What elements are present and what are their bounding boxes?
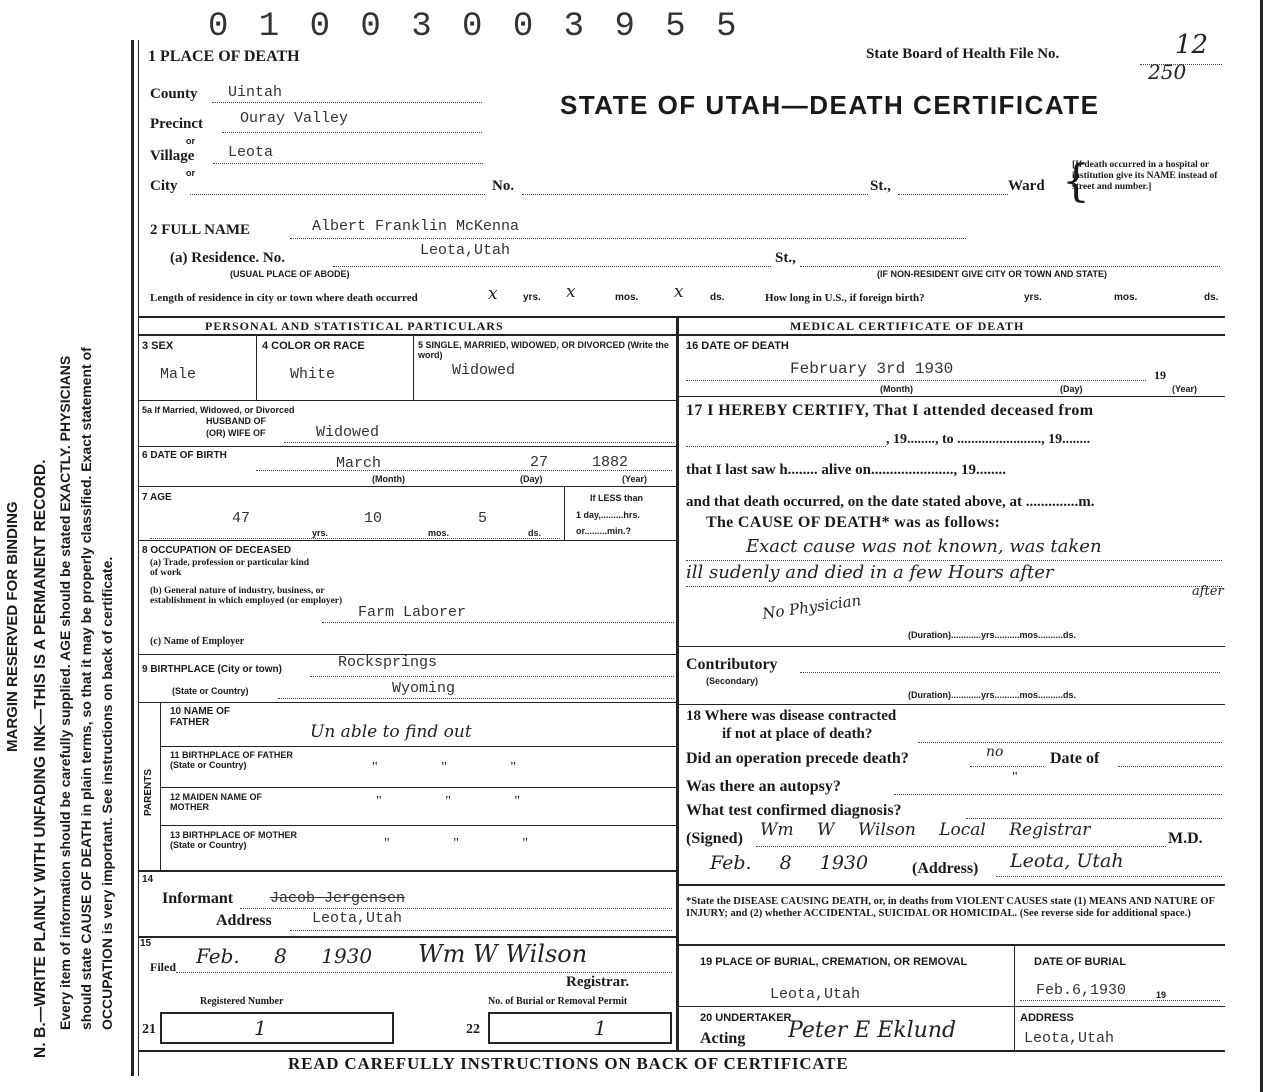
residence-street-label: St., <box>775 250 796 266</box>
registered-number-value: 1 <box>254 1016 267 1040</box>
spouse-label-3: (OR) WIFE OF <box>206 428 266 438</box>
length-ds-value: x <box>674 282 684 302</box>
undertaker-address-value: Leota,Utah <box>1024 1030 1115 1047</box>
occupation-label: 8 OCCUPATION OF DECEASED <box>142 545 292 556</box>
frame-left-border <box>131 40 134 1076</box>
operation-label: Did an operation precede death? <box>686 750 909 767</box>
test-label: What test confirmed diagnosis? <box>686 802 902 819</box>
us-ds-label: ds. <box>1204 292 1219 303</box>
age-mos-label: mos. <box>428 528 450 538</box>
signed-value: Wm W Wilson Local Registrar <box>760 820 1091 840</box>
residence-value: Leota,Utah <box>420 242 511 259</box>
personal-heading-rule <box>139 334 676 336</box>
mother-birthplace-label: 13 BIRTHPLACE OF MOTHER (State or Country) <box>170 830 298 850</box>
date-of-label: Date of <box>1050 750 1100 767</box>
date-of-death-label: 16 DATE OF DEATH <box>686 340 789 352</box>
death-month-caption: (Month) <box>880 384 913 394</box>
usual-abode-caption: (USUAL PLACE OF ABODE) <box>230 269 350 279</box>
street-label: St., <box>870 178 891 194</box>
age-yrs-value: 47 <box>232 510 251 527</box>
address-line <box>996 876 1222 877</box>
sex-col-divider <box>256 335 257 401</box>
nonresident-caption: (IF NON-RESIDENT GIVE CITY OR TOWN AND STATE) <box>877 269 1108 279</box>
or-min-label: or.........min.? <box>576 526 632 536</box>
row3-bottom <box>139 400 676 401</box>
margin-binding-text: MARGIN RESERVED FOR BINDING <box>4 501 21 752</box>
village-line <box>213 163 483 164</box>
street-number-line <box>522 194 868 195</box>
dob-month-value: March <box>336 455 382 472</box>
precinct-label: Precinct <box>150 116 204 132</box>
how-long-us-label: How long in U.S., if foreign birth? <box>765 292 925 304</box>
village-value: Leota <box>228 144 274 161</box>
date-of-death-line <box>686 380 1146 381</box>
registered-number-label: Registered Number <box>200 996 284 1007</box>
file-number-value: 12 <box>1175 30 1209 60</box>
certificate-title: STATE OF UTAH—DEATH CERTIFICATE <box>560 90 1100 120</box>
column-divider <box>676 316 679 1052</box>
age-ds-label: ds. <box>528 528 542 538</box>
birthplace-label: 9 BIRTHPLACE (City or town) <box>142 664 282 675</box>
cause-value-2: ill sudenly and died in a few Hours after <box>686 562 1054 583</box>
undertaker-label: 20 UNDERTAKER <box>700 1012 792 1024</box>
age-yrs-label: yrs. <box>312 528 329 538</box>
mother-ditto: " " " <box>376 794 521 809</box>
county-value: Uintah <box>228 84 283 101</box>
cause-value-1: Exact cause was not known, was taken <box>746 536 1102 557</box>
parents-label: PARENTS <box>143 768 154 816</box>
cause-line-1 <box>686 560 1222 561</box>
employer-label: (c) Name of Employer <box>150 636 245 647</box>
filed-label: Filed <box>150 960 176 974</box>
signed-line <box>756 846 1166 847</box>
burial-permit-number-label: No. of Burial or Removal Permit <box>488 996 628 1007</box>
place-of-death-heading: 1 PLACE OF DEATH <box>148 48 300 65</box>
burial-date-19: 19 <box>1156 990 1167 1000</box>
dob-day-caption: (Day) <box>520 474 543 484</box>
less-than-divider <box>564 487 565 541</box>
day-hrs-label: 1 day,.........hrs. <box>576 510 640 520</box>
signed-label: (Signed) <box>686 830 743 847</box>
personal-heading: PERSONAL AND STATISTICAL PARTICULARS <box>205 319 504 333</box>
village-label: Village <box>150 148 195 164</box>
occupation-value: Farm Laborer <box>358 604 467 621</box>
undertaker-address-label: ADDRESS <box>1020 1012 1074 1024</box>
date-of-death-19: 19 <box>1154 368 1166 382</box>
county-label: County <box>150 86 198 102</box>
undertaker-signature: Peter E Eklund <box>788 1018 957 1043</box>
birthplace-city-value: Rocksprings <box>338 654 438 671</box>
autopsy-value: " <box>1012 770 1018 785</box>
informant-address-line <box>290 930 672 931</box>
age-line <box>150 538 560 539</box>
date-of-death-value: February 3rd 1930 <box>790 360 954 378</box>
informant-number: 14 <box>142 874 154 885</box>
less-than-label: If LESS than <box>590 493 644 503</box>
contributory-line <box>800 672 1220 673</box>
registrar-label: Registrar. <box>566 974 630 990</box>
cause-bottom <box>679 646 1225 647</box>
cause-value-after: after <box>1192 584 1224 599</box>
row7-bottom <box>139 540 676 541</box>
row9-bottom <box>139 702 676 703</box>
footer-instructions: READ CAREFULLY INSTRUCTIONS ON BACK OF CERTIFICATE <box>288 1054 849 1073</box>
residence-street-line <box>800 266 1220 267</box>
signed-bottom <box>679 884 1225 886</box>
medical-heading-rule <box>679 334 1225 336</box>
length-residence-label: Length of residence in city or town where death occurred <box>150 292 418 304</box>
burial-permit-box <box>488 1012 672 1044</box>
city-line <box>190 194 485 195</box>
secondary-caption: (Secondary) <box>706 676 759 686</box>
certify-attended-line <box>686 446 886 447</box>
certify-line-3: that I last saw h........ alive on......................, 19........ <box>686 462 1007 478</box>
spouse-label-1: 5a If Married, Widowed, or Divorced <box>142 405 295 415</box>
length-mos-value: x <box>566 282 576 302</box>
informant-line <box>240 908 672 909</box>
row5a-bottom <box>139 446 676 447</box>
full-name-value: Albert Franklin McKenna <box>312 218 520 235</box>
or-label-1: or <box>186 136 195 146</box>
operation-line <box>970 766 1044 767</box>
spouse-label-2: HUSBAND OF <box>206 416 266 426</box>
serial-number: 0 1 0 0 3 0 0 3 9 5 5 <box>208 8 742 46</box>
row16-bottom <box>679 396 1225 397</box>
cause-footnote: *State the DISEASE CAUSING DEATH, or, in deaths from VIOLENT CAUSES state (1) MEANS AND NATURE OF INJURY; and (2) whether ACCIDENTAL, SUICIDAL OR HOMICIDAL. (See reverse side for additional space.) <box>686 896 1215 919</box>
spouse-line <box>284 442 674 443</box>
father-bp-bottom <box>160 787 676 788</box>
autopsy-line <box>894 794 1222 795</box>
informant-address-label: Address <box>216 912 272 929</box>
filed-date-value: Feb. 8 1930 <box>196 944 373 968</box>
margin-instruction-line3: should state CAUSE OF DEATH in plain terms, so that it may be properly classified. Exact statement of <box>78 347 94 1030</box>
sex-label: 3 SEX <box>142 340 174 352</box>
dob-month-caption: (Month) <box>372 474 405 484</box>
undertaker-prefix: Acting <box>700 1030 746 1047</box>
father-value: Un able to find out <box>310 722 472 742</box>
precinct-line <box>222 132 482 133</box>
race-label: 4 COLOR OR RACE <box>262 340 365 352</box>
section-divider <box>139 316 1225 318</box>
age-label: 7 AGE <box>142 492 172 503</box>
q18-line-a: 18 Where was disease contracted <box>686 708 897 724</box>
burial-col-divider <box>1014 946 1015 1050</box>
us-yrs-label: yrs. <box>1024 292 1042 303</box>
residence-label: (a) Residence. No. <box>170 250 285 266</box>
father-birthplace-ditto: " " " <box>372 760 517 775</box>
address-value: Leota, Utah <box>1010 850 1124 872</box>
mother-bottom <box>160 825 676 826</box>
row14-bottom <box>139 936 676 938</box>
race-col-divider <box>413 335 414 401</box>
burial-place-label: 19 PLACE OF BURIAL, CREMATION, OR REMOVAL <box>700 956 968 968</box>
contributory-duration: (Duration)............yrs..........mos..........ds. <box>908 690 1077 700</box>
registrar-signature: Wm W Wilson <box>418 940 588 968</box>
length-yrs-label: yrs. <box>523 292 541 303</box>
marital-value: Widowed <box>452 362 516 379</box>
sex-value: Male <box>160 366 197 383</box>
death-day-caption: (Day) <box>1060 384 1083 394</box>
contributory-bottom <box>679 704 1225 705</box>
length-yrs-value: x <box>488 284 498 304</box>
burial-permit-value: 1 <box>594 1016 607 1040</box>
margin-instruction-line2: Every item of information should be carefully supplied. AGE should be stated EXACTLY. PHYSICIANS <box>57 355 73 1030</box>
box-22-label: 22 <box>466 1022 480 1037</box>
age-mos-value: 10 <box>364 510 383 527</box>
ward-label: Ward <box>1008 178 1045 194</box>
informant-address-value: Leota,Utah <box>312 910 403 927</box>
autopsy-label: Was there an autopsy? <box>686 778 841 795</box>
margin-nb-text: N. B.—WRITE PLAINLY WITH UNFADING INK—THIS IS A PERMANENT RECORD. <box>32 459 49 1058</box>
test-line <box>966 818 1222 819</box>
residence-line <box>333 266 771 267</box>
md-label: M.D. <box>1168 830 1203 847</box>
signed-date-value: Feb. 8 1930 <box>710 852 869 874</box>
race-value: White <box>290 366 336 383</box>
burial-date-label: DATE OF BURIAL <box>1034 956 1127 968</box>
filed-number: 15 <box>140 938 152 949</box>
precinct-value: Ouray Valley <box>240 110 349 127</box>
birthplace-line <box>310 676 674 677</box>
father-birthplace-label: 11 BIRTHPLACE OF FATHER (State or Country) <box>170 750 293 770</box>
burial-bottom <box>679 1006 1225 1007</box>
father-bottom <box>160 746 676 747</box>
or-label-2: or <box>186 168 195 178</box>
father-label: 10 NAME OF FATHER <box>170 706 231 728</box>
spouse-value: Widowed <box>316 424 380 441</box>
filed-line <box>176 972 672 973</box>
cause-value-3: No Physician <box>761 591 863 623</box>
cause-of-death-label: The CAUSE OF DEATH* was as follows: <box>706 514 1001 531</box>
mother-label: 12 MAIDEN NAME OF MOTHER <box>170 792 263 812</box>
full-name-line <box>290 238 966 239</box>
dob-year-caption: (Year) <box>622 474 648 484</box>
occupation-b-label: (b) General nature of industry, business, or establishment in which employed (or employer) <box>150 586 343 606</box>
informant-value: Jacob Jergensen <box>270 890 406 907</box>
dob-year-value: 1882 <box>592 454 629 471</box>
burial-place-value: Leota,Utah <box>770 986 861 1003</box>
q18-line-b: if not at place of death? <box>722 726 873 742</box>
occupation-line <box>322 622 674 623</box>
certify-line-4: and that death occurred, on the date stated above, at ..............m. <box>686 494 1095 510</box>
marital-label: 5 SINGLE, MARRIED, WIDOWED, OR DIVORCED (Write the word) <box>418 340 669 360</box>
file-number-value-2: 250 <box>1148 60 1187 84</box>
operation-value: no <box>986 744 1004 760</box>
registered-number-box <box>160 1012 394 1044</box>
age-ds-value: 5 <box>478 510 488 527</box>
birthplace-state-label: (State or Country) <box>172 686 249 696</box>
contributory-label: Contributory <box>686 656 778 673</box>
frame-right-border <box>1260 0 1263 1092</box>
certify-line-2: , 19........, to ........................, 19........ <box>886 432 1091 447</box>
row6-bottom <box>139 486 676 487</box>
box-21-label: 21 <box>142 1022 156 1037</box>
date-of-line <box>1118 766 1222 767</box>
birthplace-state-line <box>278 698 674 699</box>
mother-birthplace-ditto: " " " <box>384 836 529 851</box>
certify-line-1: 17 I HEREBY CERTIFY, That I attended deceased from <box>686 402 1094 419</box>
footnote-bottom <box>679 944 1225 946</box>
burial-date-value: Feb.6,1930 <box>1036 982 1127 999</box>
birthplace-state-value: Wyoming <box>392 680 456 697</box>
cause-line-2 <box>686 586 1222 587</box>
us-mos-label: mos. <box>1114 292 1138 303</box>
dob-day-value: 27 <box>530 454 549 471</box>
city-label: City <box>150 178 178 194</box>
full-name-label: 2 FULL NAME <box>150 222 251 238</box>
ward-bracket: { <box>1062 156 1090 207</box>
street-number-label: No. <box>492 178 515 194</box>
occupation-a-label: (a) Trade, profession or particular kind of work <box>150 558 310 578</box>
file-number-label: State Board of Health File No. <box>866 46 1060 62</box>
ward-note: [If death occurred in a hospital or institution give its NAME instead of street and number.] <box>1072 160 1218 192</box>
parents-bottom <box>139 870 676 872</box>
length-ds-label: ds. <box>710 292 725 303</box>
cause-duration: (Duration)............yrs..........mos..........ds. <box>908 630 1077 640</box>
dob-label: 6 DATE OF BIRTH <box>142 450 227 461</box>
q18-line <box>918 742 1222 743</box>
death-year-caption: (Year) <box>1172 384 1198 394</box>
burial-date-line <box>1020 1000 1220 1001</box>
county-line <box>212 102 482 103</box>
medical-heading: MEDICAL CERTIFICATE OF DEATH <box>790 319 1025 333</box>
margin-instruction-line4: OCCUPATION is very important. See instructions on back of certificate. <box>99 556 115 1030</box>
informant-label: Informant <box>162 890 234 907</box>
address-label: (Address) <box>912 860 979 877</box>
bottom-divider <box>139 1050 1225 1052</box>
length-mos-label: mos. <box>615 292 639 303</box>
frame-left-border-inner <box>138 40 139 1076</box>
ward-line <box>898 194 1008 195</box>
